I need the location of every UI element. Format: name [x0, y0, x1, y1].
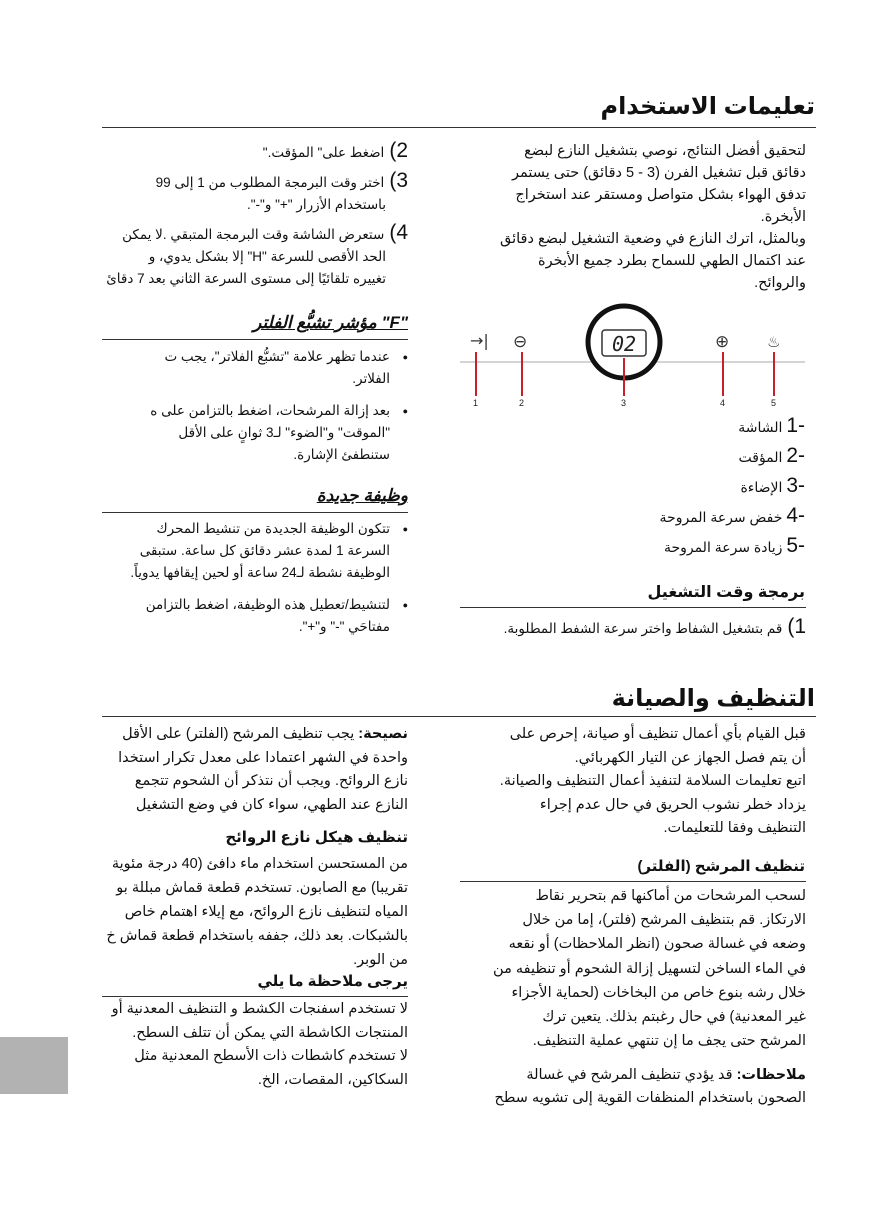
notes-line: الصحون باستخدام المنظفات القوية إلى تشويه سطح: [494, 1090, 806, 1106]
step-3-cont: باستخدام الأزرار "+" و"-".: [247, 197, 386, 212]
bullet-line: ● عندما تظهر علامة "تشبُّع الفلاتر"، يجب ت: [164, 349, 390, 364]
notes-line: [460, 1064, 806, 1087]
intro-line: يزداد خطر نشوب الحريق في حال عدم إجراء: [539, 796, 806, 813]
intro-line: التنظيف وفقا للتعليمات.: [663, 820, 806, 836]
callout-number-4: 4: [720, 398, 726, 408]
intro-line: اتبع تعليمات السلامة لتنفيذ أعمال التنظيف والصيانة.: [499, 773, 806, 789]
legend-label: خفض سرعة المروحة: [659, 509, 783, 525]
step-number: 4): [389, 221, 408, 244]
filter-cleaning-rule: [460, 881, 806, 882]
filter-indicator-item: [102, 400, 390, 466]
body-line: السكاكين، المقصات، الخ.: [257, 1071, 408, 1088]
step-2: [102, 140, 408, 164]
filter-indicator-rule: [102, 339, 408, 340]
legend-item-1: [738, 414, 805, 438]
legend-label: الشاشة: [738, 419, 783, 435]
body-line: المرشح حتى يجف ما إن تنتهي عملية التنظيف.: [532, 1033, 806, 1050]
legend-item-4: [660, 504, 805, 528]
new-function-title: وظيفة جديدة: [316, 486, 408, 505]
tip-block: [102, 723, 408, 819]
step-1: [460, 615, 806, 640]
body-line: خلال رشه بنوع خاص من البخاخات (لحماية الأجزاء: [511, 984, 806, 1001]
new-function-item: [102, 518, 390, 584]
callout-number-2: 2: [519, 398, 525, 408]
legend-number: -5: [786, 534, 805, 557]
callout-number-5: 5: [771, 398, 777, 408]
cleaning-title: التنظيف والصيانة: [611, 685, 815, 712]
body-line: غير المعدنية) في حال رغبتم بذلك. يتعين ترك: [542, 1009, 806, 1026]
usage-intro: [460, 140, 806, 300]
intro-line: تدفق الهواء بشكل متواصل ومستقر عند استخراج: [515, 187, 806, 203]
note-rule: [102, 996, 408, 997]
notes-label: ملاحظات:: [736, 1067, 806, 1083]
callout-number-1: 1: [473, 398, 479, 408]
body-line: المياه لتنظيف نازع الروائح، مع إيلاء اهتمام خاص: [124, 904, 408, 920]
notes-block: [460, 1064, 806, 1110]
note-title: يرجى ملاحظة ما يلي: [257, 973, 408, 990]
filter-indicator-item: [102, 346, 390, 390]
page-edge-tab: [0, 1037, 68, 1094]
legend-label: المؤقت: [738, 449, 783, 465]
step-4: [102, 222, 408, 246]
step-text: قم بتشغيل الشفاط واختر سرعة الشفط المطلوبة.: [503, 621, 783, 636]
legend-number: -1: [786, 414, 805, 437]
intro-line: الأبخرة.: [760, 209, 806, 225]
tip-line: النازع عند الطهي، سواء كان في وضع التشغيل: [135, 796, 408, 813]
body-line: المنتجات الكاشطة التي يمكن أن تتلف السطح.: [132, 1024, 408, 1041]
step-text: اضغط على" المؤقت.": [262, 145, 385, 160]
body-line: لسحب المرشحات من أماكنها قم بتحرير نقاط: [535, 888, 806, 904]
tip-text: يجب تنظيف المرشح (الفلتر) على الأقل: [122, 726, 355, 742]
callout-number-3: 3: [621, 398, 627, 408]
tip-line: نازع الروائح. ويجب أن نتذكر أن الشحوم تتجمع: [134, 773, 408, 789]
legend-label: الإضاءة: [740, 479, 783, 495]
cleaning-intro: [460, 723, 806, 843]
bullet-line: "الموقت" و"الضوء" لـ3 ثوانٍ على الأقل: [178, 425, 390, 440]
bullet-line: الفلاتر.: [352, 371, 390, 386]
hood-body-title: تنظيف هيكل نازع الروائح: [225, 829, 408, 846]
step-4-cont: الحد الأقصى للسرعة "H" إلا بشكل يدوي، و: [148, 249, 386, 264]
intro-line: أن يتم فصل الجهاز عن التيار الكهربائي.: [574, 749, 806, 766]
filter-cleaning-title: تنظيف المرشح (الفلتر): [637, 858, 805, 875]
legend-item-2: [739, 444, 806, 468]
new-function-item: [102, 594, 390, 638]
bullet-line: ● تتكون الوظيفة الجديدة من تنشيط المحرك: [156, 521, 390, 536]
fan-speed-icon: ♨: [767, 333, 781, 351]
cleaning-title-rule: [102, 716, 816, 717]
bullet-line: ● بعد إزالة المرشحات، اضغط بالتزامن على ه: [150, 403, 390, 418]
step-text: ستعرض الشاشة وقت البرمجة المتبقي .لا يمكن: [122, 227, 385, 242]
step-number: 2): [389, 140, 408, 162]
step-text: اختر وقت البرمجة المطلوب من 1 إلى 99: [155, 175, 385, 190]
filter-cleaning-text: [460, 884, 806, 1054]
bullet-line: مفتاحَي "-" و"+".: [298, 619, 390, 634]
display-arrow-icon: →|: [470, 331, 489, 350]
body-line: من الوبر.: [353, 952, 408, 968]
legend-label: زيادة سرعة المروحة: [663, 539, 783, 555]
usage-title-rule: [102, 127, 816, 128]
legend-item-3: [740, 474, 805, 498]
body-line: لا تستخدم كاشطات ذات الأسطح المعدنية مثل: [134, 1048, 408, 1064]
intro-line: وبالمثل، اترك النازع في وضعية التشغيل لبضع دقائق: [499, 231, 806, 247]
note-text: [102, 998, 408, 1094]
legend-number: -4: [786, 504, 805, 527]
tip-label: نصيحة:: [358, 726, 408, 742]
body-line: تقريبا) مع الصابون. تستخدم قطعة قماش مبللة بو: [116, 880, 408, 896]
legend-number: -3: [786, 474, 805, 497]
legend-number: -2: [786, 444, 805, 467]
minus-icon: ⊖: [513, 332, 528, 352]
intro-line: والروائح.: [754, 275, 806, 291]
steps-continued: [102, 140, 408, 290]
intro-line: لتحقيق أفضل النتائج، نوصي بتشغيل النازع لبضع: [524, 143, 806, 159]
programming-title: برمجة وقت التشغيل: [647, 584, 805, 601]
hood-body-text: [102, 852, 408, 972]
filter-indicator-list: [102, 346, 408, 466]
step-3: [102, 170, 408, 194]
body-line: الارتكاز. قم بتنظيف المرشح (فلتر)، إما من خلال: [522, 912, 806, 929]
tip-line: واحدة في الشهر اعتمادا على معدل تكرار استخدا: [118, 749, 408, 766]
body-line: في الماء الساخن لتسهيل إزالة الشحوم أو تنظيفه من: [493, 960, 806, 977]
usage-title: تعليمات الاستخدام: [600, 93, 815, 120]
legend-item-5: [664, 534, 805, 558]
body-line: من المستحسن استخدام ماء دافئ (40 درجة مئوية: [111, 856, 408, 872]
bullet-line: ستنطفئ الإشارة.: [293, 447, 390, 462]
control-panel-diagram: [460, 300, 805, 410]
programming-rule: [460, 607, 806, 608]
step-4-cont: تغييره تلقائيًا إلى مستوى السرعة الثاني بعد 7 دقائ: [106, 271, 386, 286]
new-function-rule: [102, 512, 408, 513]
bullet-line: ● لتنشيط/تعطيل هذه الوظيفة، اضغط بالتزامن: [145, 597, 390, 612]
body-line: وضعه في غسالة صحون (انظر الملاحظات) أو نقعه: [508, 936, 806, 953]
filter-indicator-title: "F" مؤشر تشبُّع الفلتر: [253, 313, 408, 332]
step-number: 1): [787, 615, 806, 638]
plus-icon: ⊕: [715, 332, 730, 352]
body-line: لا تستخدم اسفنجات الكشط و التنظيف المعدنية أو: [111, 1001, 408, 1017]
new-function-list: [102, 518, 408, 648]
tip-line: [102, 723, 408, 747]
intro-line: عند اكتمال الطهي للسماح بطرد جميع الأبخرة: [538, 253, 806, 269]
notes-text: قد يؤدي تنظيف المرشح في غسالة: [526, 1067, 733, 1083]
intro-line: قبل القيام بأي أعمال تنظيف أو صيانة، إحرص على: [509, 726, 806, 742]
intro-line: دقائق قبل تشغيل الفرن (3 - 5 دقائق) حتى يستمر: [512, 165, 806, 181]
bullet-line: السرعة 1 لمدة عشر دقائق كل ساعة. ستبقى: [139, 543, 390, 558]
bullet-line: الوظيفة نشطة لـ24 ساعة أو لحين إيقافها يدوياً.: [130, 565, 390, 580]
body-line: بالشبكات. بعد ذلك، جففه باستخدام قطعة قماش خ: [106, 928, 408, 944]
display-readout: 02: [611, 332, 637, 356]
step-number: 3): [389, 169, 408, 192]
